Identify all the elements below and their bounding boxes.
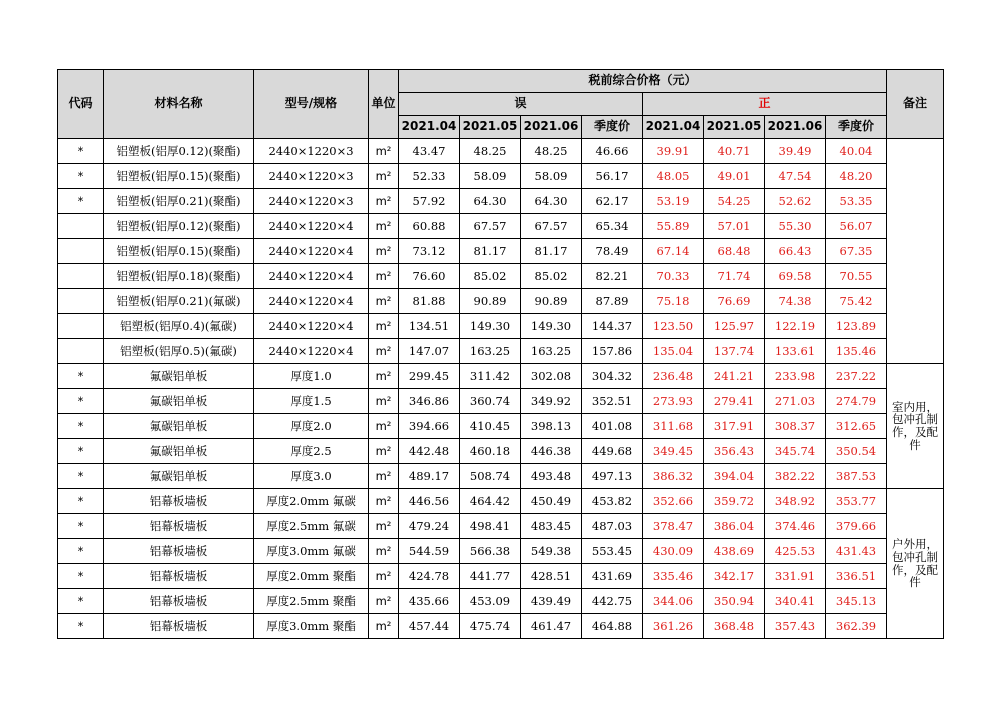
table-row [58,264,944,289]
row-spec: 厚度1.5 [254,389,369,414]
row-price-wrong: 410.45 [460,414,521,439]
row-price-right: 317.91 [704,414,765,439]
row-code: * [58,564,104,589]
price-table [57,69,944,639]
row-unit: m² [369,489,399,514]
row-price-right: 331.91 [765,564,826,589]
row-price-wrong: 157.86 [582,339,643,364]
table-row [58,239,944,264]
table-header [58,70,944,139]
row-price-right: 125.97 [704,314,765,339]
row-code: * [58,139,104,164]
row-material-name: 铝塑板(铝厚0.12)(聚酯) [104,214,254,239]
row-price-wrong: 81.88 [399,289,460,314]
row-unit: m² [369,464,399,489]
row-price-wrong: 441.77 [460,564,521,589]
row-price-right: 123.50 [643,314,704,339]
row-price-right: 66.43 [765,239,826,264]
row-unit: m² [369,414,399,439]
row-price-wrong: 78.49 [582,239,643,264]
row-price-wrong: 76.60 [399,264,460,289]
row-spec: 厚度2.0 [254,414,369,439]
row-code: * [58,439,104,464]
row-price-right: 425.53 [765,539,826,564]
row-price-wrong: 58.09 [521,164,582,189]
row-spec: 厚度3.0mm 氟碳 [254,539,369,564]
table-row [58,514,944,539]
row-spec: 厚度2.5mm 聚酯 [254,589,369,614]
row-price-right: 56.07 [826,214,887,239]
table-row [58,389,944,414]
row-price-wrong: 483.45 [521,514,582,539]
row-price-right: 75.42 [826,289,887,314]
row-note: 室内用，包冲孔制作，及配件 [887,364,944,489]
row-price-right: 123.89 [826,314,887,339]
row-price-wrong: 461.47 [521,614,582,639]
row-material-name: 铝塑板(铝厚0.15)(聚酯) [104,239,254,264]
row-price-right: 137.74 [704,339,765,364]
row-material-name: 氟碳铝单板 [104,439,254,464]
row-code [58,214,104,239]
row-price-wrong: 479.24 [399,514,460,539]
row-unit: m² [369,564,399,589]
row-code: * [58,489,104,514]
row-price-wrong: 85.02 [521,264,582,289]
row-price-right: 271.03 [765,389,826,414]
row-price-wrong: 67.57 [521,214,582,239]
row-price-wrong: 73.12 [399,239,460,264]
table-row [58,614,944,639]
header-month: 2021.06 [765,116,826,139]
row-price-right: 53.35 [826,189,887,214]
table-row [58,339,944,364]
row-material-name: 铝塑板(铝厚0.15)(聚酯) [104,164,254,189]
row-spec: 2440×1220×4 [254,289,369,314]
row-price-wrong: 144.37 [582,314,643,339]
table-row [58,539,944,564]
row-spec: 厚度2.5mm 氟碳 [254,514,369,539]
row-price-right: 336.51 [826,564,887,589]
row-price-wrong: 82.21 [582,264,643,289]
row-price-wrong: 428.51 [521,564,582,589]
header-name: 材料名称 [104,70,254,139]
row-material-name: 铝塑板(铝厚0.21)(氟碳) [104,289,254,314]
row-price-right: 49.01 [704,164,765,189]
row-price-wrong: 493.48 [521,464,582,489]
row-unit: m² [369,614,399,639]
row-material-name: 铝塑板(铝厚0.21)(聚酯) [104,189,254,214]
row-price-wrong: 442.75 [582,589,643,614]
row-code: * [58,539,104,564]
row-price-wrong: 553.45 [582,539,643,564]
row-price-wrong: 149.30 [521,314,582,339]
row-unit: m² [369,264,399,289]
row-unit: m² [369,164,399,189]
row-price-wrong: 360.74 [460,389,521,414]
table-row [58,164,944,189]
table-row [58,214,944,239]
row-price-wrong: 60.88 [399,214,460,239]
row-price-wrong: 64.30 [460,189,521,214]
row-price-right: 335.46 [643,564,704,589]
header-month: 2021.04 [399,116,460,139]
row-price-right: 345.13 [826,589,887,614]
row-price-wrong: 497.13 [582,464,643,489]
row-price-right: 135.46 [826,339,887,364]
row-price-right: 57.01 [704,214,765,239]
row-price-right: 237.22 [826,364,887,389]
row-spec: 2440×1220×4 [254,214,369,239]
row-price-right: 135.04 [643,339,704,364]
row-price-right: 52.62 [765,189,826,214]
row-code [58,264,104,289]
row-unit: m² [369,314,399,339]
row-price-right: 69.58 [765,264,826,289]
row-price-wrong: 450.49 [521,489,582,514]
row-price-right: 350.54 [826,439,887,464]
row-code: * [58,189,104,214]
table-row [58,414,944,439]
row-price-wrong: 48.25 [460,139,521,164]
row-price-wrong: 57.92 [399,189,460,214]
row-spec: 2440×1220×4 [254,339,369,364]
row-code: * [58,364,104,389]
row-price-right: 345.74 [765,439,826,464]
row-price-right: 438.69 [704,539,765,564]
row-price-right: 368.48 [704,614,765,639]
row-price-wrong: 56.17 [582,164,643,189]
row-price-right: 122.19 [765,314,826,339]
row-price-wrong: 149.30 [460,314,521,339]
row-spec: 2440×1220×3 [254,139,369,164]
row-code [58,339,104,364]
row-price-right: 361.26 [643,614,704,639]
row-price-right: 340.41 [765,589,826,614]
header-right: 正 [643,93,887,116]
header-month: 2021.04 [643,116,704,139]
row-price-wrong: 544.59 [399,539,460,564]
row-price-right: 386.04 [704,514,765,539]
table-row [58,314,944,339]
row-material-name: 铝幕板墙板 [104,614,254,639]
row-price-right: 40.71 [704,139,765,164]
row-price-wrong: 401.08 [582,414,643,439]
header-quarter: 季度价 [826,116,887,139]
row-price-right: 233.98 [765,364,826,389]
row-price-right: 379.66 [826,514,887,539]
row-price-wrong: 487.03 [582,514,643,539]
row-material-name: 铝塑板(铝厚0.5)(氟碳) [104,339,254,364]
row-price-right: 67.14 [643,239,704,264]
row-spec: 厚度3.0 [254,464,369,489]
row-spec: 厚度2.0mm 氟碳 [254,489,369,514]
row-price-right: 344.06 [643,589,704,614]
row-spec: 厚度2.5 [254,439,369,464]
row-price-wrong: 464.42 [460,489,521,514]
table-row [58,464,944,489]
row-price-wrong: 304.32 [582,364,643,389]
row-material-name: 氟碳铝单板 [104,389,254,414]
row-price-wrong: 464.88 [582,614,643,639]
row-price-right: 53.19 [643,189,704,214]
row-price-wrong: 90.89 [521,289,582,314]
row-code [58,289,104,314]
row-price-right: 357.43 [765,614,826,639]
row-spec: 2440×1220×4 [254,314,369,339]
row-spec: 2440×1220×4 [254,239,369,264]
row-price-wrong: 508.74 [460,464,521,489]
row-material-name: 铝塑板(铝厚0.4)(氟碳) [104,314,254,339]
row-price-wrong: 453.09 [460,589,521,614]
row-price-wrong: 90.89 [460,289,521,314]
row-unit: m² [369,514,399,539]
row-price-wrong: 52.33 [399,164,460,189]
table-row [58,589,944,614]
header-unit: 单位 [369,70,399,139]
row-price-right: 342.17 [704,564,765,589]
row-price-wrong: 147.07 [399,339,460,364]
row-price-wrong: 81.17 [521,239,582,264]
header-price-group: 税前综合价格（元） [399,70,887,93]
row-price-wrong: 489.17 [399,464,460,489]
header-month: 2021.05 [704,116,765,139]
row-price-right: 352.66 [643,489,704,514]
row-price-right: 350.94 [704,589,765,614]
row-spec: 厚度2.0mm 聚酯 [254,564,369,589]
row-price-wrong: 446.38 [521,439,582,464]
row-price-right: 70.33 [643,264,704,289]
row-price-right: 48.05 [643,164,704,189]
row-spec: 2440×1220×4 [254,264,369,289]
row-price-right: 48.20 [826,164,887,189]
row-code: * [58,614,104,639]
row-price-right: 308.37 [765,414,826,439]
row-price-wrong: 449.68 [582,439,643,464]
row-price-wrong: 349.92 [521,389,582,414]
table-row [58,564,944,589]
row-unit: m² [369,589,399,614]
row-spec: 2440×1220×3 [254,189,369,214]
row-material-name: 铝塑板(铝厚0.18)(聚酯) [104,264,254,289]
row-price-wrong: 498.41 [460,514,521,539]
row-material-name: 铝幕板墙板 [104,589,254,614]
row-price-right: 362.39 [826,614,887,639]
row-material-name: 铝幕板墙板 [104,564,254,589]
row-price-right: 74.38 [765,289,826,314]
row-price-wrong: 87.89 [582,289,643,314]
row-price-wrong: 549.38 [521,539,582,564]
header-code: 代码 [58,70,104,139]
row-price-wrong: 64.30 [521,189,582,214]
row-price-wrong: 65.34 [582,214,643,239]
row-material-name: 铝幕板墙板 [104,489,254,514]
row-unit: m² [369,539,399,564]
header-month: 2021.06 [521,116,582,139]
header-note: 备注 [887,70,944,139]
row-price-right: 39.91 [643,139,704,164]
row-price-wrong: 431.69 [582,564,643,589]
row-price-right: 274.79 [826,389,887,414]
row-price-right: 47.54 [765,164,826,189]
row-price-wrong: 311.42 [460,364,521,389]
row-price-right: 431.43 [826,539,887,564]
row-price-wrong: 48.25 [521,139,582,164]
row-material-name: 氟碳铝单板 [104,364,254,389]
row-price-wrong: 475.74 [460,614,521,639]
row-price-right: 67.35 [826,239,887,264]
row-material-name: 氟碳铝单板 [104,464,254,489]
row-code [58,239,104,264]
row-spec: 厚度1.0 [254,364,369,389]
row-price-wrong: 346.86 [399,389,460,414]
row-price-right: 55.89 [643,214,704,239]
row-price-wrong: 439.49 [521,589,582,614]
row-code: * [58,164,104,189]
row-price-right: 348.92 [765,489,826,514]
row-price-wrong: 85.02 [460,264,521,289]
row-code: * [58,464,104,489]
row-price-wrong: 460.18 [460,439,521,464]
row-code: * [58,389,104,414]
row-price-right: 279.41 [704,389,765,414]
row-price-right: 394.04 [704,464,765,489]
row-price-right: 359.72 [704,489,765,514]
row-price-right: 40.04 [826,139,887,164]
row-price-right: 386.32 [643,464,704,489]
row-price-wrong: 435.66 [399,589,460,614]
row-price-wrong: 58.09 [460,164,521,189]
row-price-wrong: 67.57 [460,214,521,239]
table-row [58,139,944,164]
row-price-right: 71.74 [704,264,765,289]
row-price-wrong: 566.38 [460,539,521,564]
row-price-wrong: 453.82 [582,489,643,514]
row-code: * [58,589,104,614]
row-material-name: 氟碳铝单板 [104,414,254,439]
row-price-right: 68.48 [704,239,765,264]
header-quarter: 季度价 [582,116,643,139]
row-price-right: 378.47 [643,514,704,539]
row-price-wrong: 43.47 [399,139,460,164]
row-unit: m² [369,214,399,239]
row-price-wrong: 352.51 [582,389,643,414]
row-price-wrong: 302.08 [521,364,582,389]
row-price-right: 356.43 [704,439,765,464]
row-code [58,314,104,339]
row-price-right: 374.46 [765,514,826,539]
row-price-wrong: 163.25 [460,339,521,364]
row-price-right: 241.21 [704,364,765,389]
row-price-wrong: 457.44 [399,614,460,639]
row-material-name: 铝幕板墙板 [104,514,254,539]
row-unit: m² [369,439,399,464]
row-price-wrong: 299.45 [399,364,460,389]
row-price-right: 39.49 [765,139,826,164]
row-unit: m² [369,364,399,389]
row-price-wrong: 81.17 [460,239,521,264]
row-unit: m² [369,139,399,164]
row-note-empty [887,139,944,364]
row-note: 户外用，包冲孔制作，及配件 [887,489,944,639]
table-row [58,489,944,514]
row-price-right: 273.93 [643,389,704,414]
row-material-name: 铝幕板墙板 [104,539,254,564]
row-unit: m² [369,189,399,214]
row-price-right: 70.55 [826,264,887,289]
row-unit: m² [369,239,399,264]
row-price-wrong: 424.78 [399,564,460,589]
table-row [58,439,944,464]
header-wrong: 误 [399,93,643,116]
row-code: * [58,514,104,539]
row-unit: m² [369,389,399,414]
row-price-right: 382.22 [765,464,826,489]
row-price-wrong: 62.17 [582,189,643,214]
header-spec: 型号/规格 [254,70,369,139]
row-price-right: 387.53 [826,464,887,489]
row-price-right: 430.09 [643,539,704,564]
row-price-wrong: 394.66 [399,414,460,439]
row-price-wrong: 134.51 [399,314,460,339]
table-row [58,189,944,214]
row-spec: 2440×1220×3 [254,164,369,189]
row-price-right: 353.77 [826,489,887,514]
row-price-right: 133.61 [765,339,826,364]
row-price-wrong: 163.25 [521,339,582,364]
header-month: 2021.05 [460,116,521,139]
row-price-wrong: 446.56 [399,489,460,514]
row-price-right: 236.48 [643,364,704,389]
table-row [58,289,944,314]
row-price-wrong: 46.66 [582,139,643,164]
row-price-wrong: 442.48 [399,439,460,464]
row-price-right: 75.18 [643,289,704,314]
row-spec: 厚度3.0mm 聚酯 [254,614,369,639]
row-unit: m² [369,339,399,364]
row-price-right: 311.68 [643,414,704,439]
row-price-right: 76.69 [704,289,765,314]
row-price-right: 54.25 [704,189,765,214]
row-unit: m² [369,289,399,314]
row-price-right: 349.45 [643,439,704,464]
row-price-right: 312.65 [826,414,887,439]
row-price-right: 55.30 [765,214,826,239]
table-row [58,364,944,389]
row-code: * [58,414,104,439]
row-material-name: 铝塑板(铝厚0.12)(聚酯) [104,139,254,164]
table-body [58,139,944,639]
row-price-wrong: 398.13 [521,414,582,439]
